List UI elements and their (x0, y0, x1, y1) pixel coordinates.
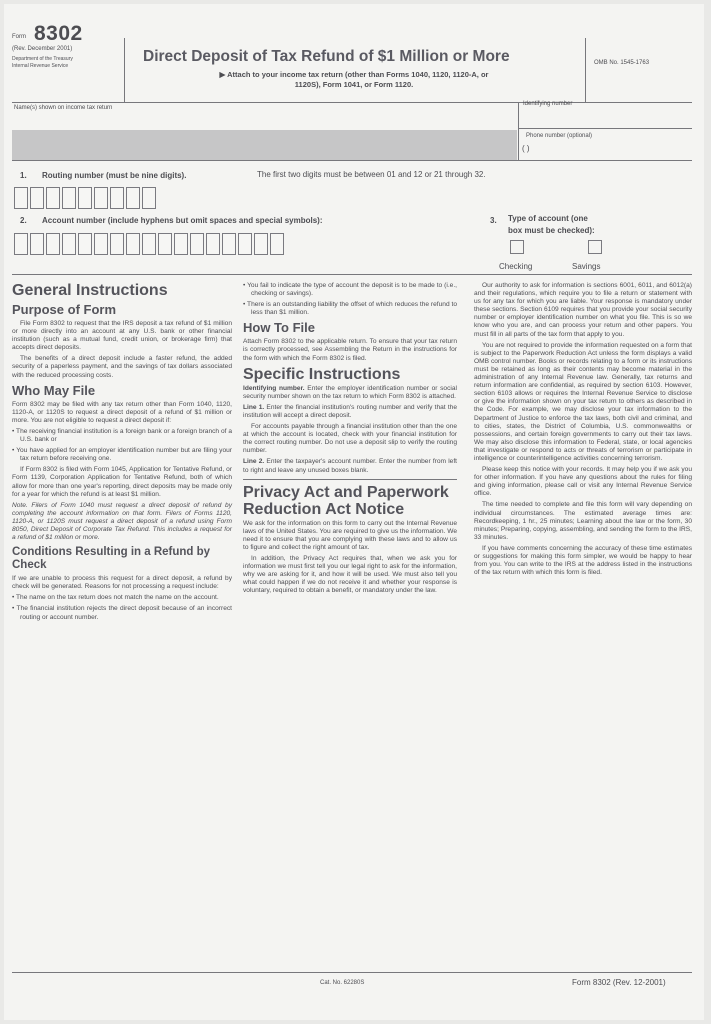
account-type-label-2: box must be checked): (508, 226, 595, 235)
line-2-number: 2. (20, 216, 27, 225)
routing-digit-box[interactable] (46, 187, 60, 209)
header-divider-left (124, 38, 125, 102)
id-rule (518, 128, 692, 129)
paragraph: If you have comments concerning the accuracy of these time estimates or suggestions for making this form simpler, we would be happy to hear from you. You can write to the IRS at the address listed in the instructions of the tax return with which this form is filed. (474, 544, 692, 577)
form-number: 8302 (34, 22, 83, 45)
paragraph: Enter the employer identification number or social security number shown on the tax return to which Form 8302 is attached. (243, 384, 457, 400)
account-digit-box[interactable] (78, 233, 92, 255)
paragraph: The benefits of a direct deposit include a faster refund, the added security of a paperless payment, and the savings of tax dollars associated with the reduced processing costs. (12, 355, 232, 379)
footer-form-label: Form 8302 (Rev. 12-2001) (572, 978, 666, 987)
omb-number: OMB No. 1545-1763 (594, 60, 650, 66)
fields-bottom-rule (12, 274, 692, 275)
account-digit-box[interactable] (126, 233, 140, 255)
account-digit-box[interactable] (46, 233, 60, 255)
who-may-file-heading: Who May File (12, 382, 96, 398)
purpose-heading: Purpose of Form (12, 302, 117, 317)
account-number-boxes[interactable] (14, 233, 286, 255)
general-instructions-heading: General Instructions (12, 282, 168, 299)
bullet-item: • The name on the tax return does not match the name on the account. (12, 594, 219, 602)
header-divider-right (585, 38, 586, 102)
note-paragraph: Note. Filers of Form 1040 must request a direct deposit of refund by completing the account information on that form. Filers of Forms 1120, 1120-A, or 1120S must request a direct deposit of a refund using Form 8050, Direct Deposit of Corporate Tax Refund. This includes a request for a refund of $1 million or more. (12, 501, 232, 542)
account-digit-box[interactable] (30, 233, 44, 255)
privacy-act-heading: Privacy Act and Paperwork Reduction Act Notice (243, 483, 449, 518)
line-3-number: 3. (490, 216, 497, 225)
revision: (Rev. December 2001) (12, 46, 73, 52)
column-3 (474, 282, 692, 580)
identifying-number-field[interactable] (520, 110, 690, 128)
catalog-number: Cat. No. 62280S (320, 980, 365, 986)
checking-checkbox[interactable] (510, 240, 524, 254)
routing-digit-box[interactable] (110, 187, 124, 209)
routing-digit-box[interactable] (78, 187, 92, 209)
account-digit-box[interactable] (142, 233, 156, 255)
routing-digit-box[interactable] (14, 187, 28, 209)
form-label: Form (12, 34, 26, 40)
bullet-item: • The receiving financial institution is a foreign bank or a foreign branch of a U.S. bank or (12, 427, 232, 444)
account-digit-box[interactable] (270, 233, 284, 255)
account-digit-box[interactable] (62, 233, 76, 255)
department: Department of the Treasury (12, 56, 73, 62)
identifying-number-label: Identifying number (523, 101, 573, 107)
paragraph: For accounts payable through a financial institution other than the one at which the account is located, check with your financial institution for the correct routing number. Do not use a deposit slip to verify the routing number. (243, 423, 457, 455)
account-digit-box[interactable] (110, 233, 124, 255)
name-label: Name(s) shown on income tax return (14, 105, 113, 111)
account-digit-box[interactable] (14, 233, 28, 255)
routing-number-boxes[interactable] (14, 187, 158, 209)
phone-field[interactable]: ( ) (522, 144, 530, 153)
account-label: Account number (include hyphens but omit spaces and special symbols): (42, 216, 323, 225)
name-field[interactable] (12, 130, 517, 160)
paragraph: File Form 8302 to request that the IRS deposit a tax refund of $1 million or more directly into an account at any U.S. bank or other financial institution (such as a mutual fund, credit union, or brokerage firm) that accepts direct deposits. (12, 320, 232, 352)
conditions-heading: Conditions Resulting in a Refund by Check (12, 546, 211, 572)
paragraph: Enter the financial institution's routing number and verify that the institution will accept a direct deposit. (243, 403, 457, 419)
line-2-lead: Line 2. (243, 458, 265, 466)
account-digit-box[interactable] (174, 233, 188, 255)
account-digit-box[interactable] (222, 233, 236, 255)
routing-hint: The first two digits must be between 01 and 12 or 21 through 32. (257, 170, 486, 179)
name-divider (518, 102, 519, 160)
irs-label: Internal Revenue Service (12, 63, 69, 69)
header-rule (12, 102, 692, 103)
account-digit-box[interactable] (158, 233, 172, 255)
paragraph: Please keep this notice with your records. It may help you if we ask you for other information. If you have any questions about the rules for filing and giving information, please call or visit any Internal Revenue Service office. (474, 466, 692, 498)
paragraph: Form 8302 may be filed with any tax return other than Form 1040, 1120, 1120-A, or 1120S to request a direct deposit of a refund of $1 million or more. You are not eligible to request a direct deposit if: (12, 400, 232, 424)
form-page (4, 4, 704, 1020)
attach-line-2: 1120S), Form 1041, or Form 1120. (294, 80, 414, 89)
checking-label: Checking (499, 262, 533, 271)
paragraph: You are not required to provide the information requested on a form that is subject to the Paperwork Reduction Act unless the form displays a valid OMB control number. Books or records relating to a form or its instructions must be retained as long as their contents may become material in the administration of any Internal Revenue law. Generally, tax returns and return information are confidential, as required by section 6103. However, section 6103 allows or requires the Internal Revenue Service to disclose or give the information shown on your tax return to others as described in the Code. For example, we may disclose your tax information to the Department of Justice to enforce the tax laws, both civil and criminal, and to cities, states, the District of Columbia, U.S. commonwealths or possessions, and certain foreign governments to carry out their tax laws. We may also disclose this information to Federal, state, or local agencies that investigate or respond to acts or threats of terrorism or participate in intelligence or counterintelligence activities concerning terrorism. (474, 341, 692, 462)
page-title: Direct Deposit of Tax Refund of $1 Million or More (143, 48, 510, 65)
paragraph: If Form 8302 is filed with Form 1045, Application for Tentative Refund, or Form 1139, Corporation Application for Tentative Refund, both of which allow for more than one year's reporting, direct deposits may be made only for a year for which the refund is at least $1 million. (12, 466, 232, 498)
how-to-file-heading: How To File (243, 320, 315, 336)
savings-checkbox[interactable] (588, 240, 602, 254)
specific-instructions-heading: Specific Instructions (243, 365, 401, 383)
paragraph: The time needed to complete and file this form will vary depending on individual circumstances. The estimated average times are: Recordkeeping, 1 hr., 25 minutes; Learning about the law or the form, 30 minutes; Preparing, copying, assembling, and sending the form to the IRS, 33 minutes. (474, 501, 692, 541)
routing-digit-box[interactable] (30, 187, 44, 209)
paragraph: We ask for the information on this form to carry out the Internal Revenue laws of the United States. You are required to give us the information. We need it to ensure that you are complying with these laws and to allow us to figure and collect the right amount of tax. (243, 519, 457, 551)
bullet-item: • You fail to indicate the type of account the deposit is to be made to (i.e., checking or savings). (243, 282, 457, 298)
line-1-lead: Line 1. (243, 403, 265, 411)
routing-digit-box[interactable] (126, 187, 140, 209)
identifying-number-lead: Identifying number. (243, 384, 305, 392)
account-digit-box[interactable] (94, 233, 108, 255)
routing-digit-box[interactable] (62, 187, 76, 209)
paragraph: Enter the taxpayer's account number. Enter the number from left to right and leave any unused boxes blank. (243, 458, 457, 474)
bullet-item: • The financial institution rejects the direct deposit because of an incorrect routing or account number. (12, 605, 232, 621)
routing-digit-box[interactable] (94, 187, 108, 209)
routing-digit-box[interactable] (142, 187, 156, 209)
paragraph: In addition, the Privacy Act requires that, when we ask you for information we must first tell you our legal right to ask for the information, why we are asking for it, and how it will be used. We must also tell you what could happen if we do not receive it and whether your response is voluntary, required to obtain a benefit, or mandatory under the law. (243, 554, 457, 595)
paragraph: Attach Form 8302 to the applicable return. To ensure that your tax return is correctly processed, see Assembling the Return in the instructions for the form with which the Form 8302 is filed. (243, 338, 457, 362)
paragraph: If we are unable to process this request for a direct deposit, a refund by check will be generated. Reasons for not processing a request include: (12, 575, 232, 591)
section-divider (243, 479, 457, 480)
routing-label: Routing number (must be nine digits). (42, 171, 187, 180)
bullet-item: • You have applied for an employer identification number but are filing your tax return before receiving one. (12, 447, 232, 463)
fields-rule (12, 160, 692, 161)
attach-line-1: ▶ Attach to your income tax return (other than Forms 1040, 1120, 1120-A, or (219, 70, 489, 79)
account-digit-box[interactable] (190, 233, 204, 255)
bullet-item: • There is an outstanding liability the offset of which reduces the refund to less than $1 million. (243, 301, 457, 317)
account-digit-box[interactable] (254, 233, 268, 255)
column-2 (243, 282, 457, 598)
line-1-number: 1. (20, 171, 27, 180)
phone-label: Phone number (optional) (526, 133, 593, 139)
account-type-label-1: Type of account (one (508, 214, 588, 223)
account-digit-box[interactable] (206, 233, 220, 255)
savings-label: Savings (572, 262, 601, 271)
column-1 (12, 280, 232, 625)
footer-rule (12, 972, 692, 973)
account-digit-box[interactable] (238, 233, 252, 255)
paragraph: Our authority to ask for information is sections 6001, 6011, and 6012(a) and their regulations, which require you to file a return or statement with us for any tax for which you are liable. Your response is mandatory under these sections. Section 6109 requires that you provide your social security number or employer identification number on what you file. This is so we know who you are, and can process your return and other papers. You must fill in all parts of the tax form that apply to you. (474, 282, 692, 338)
